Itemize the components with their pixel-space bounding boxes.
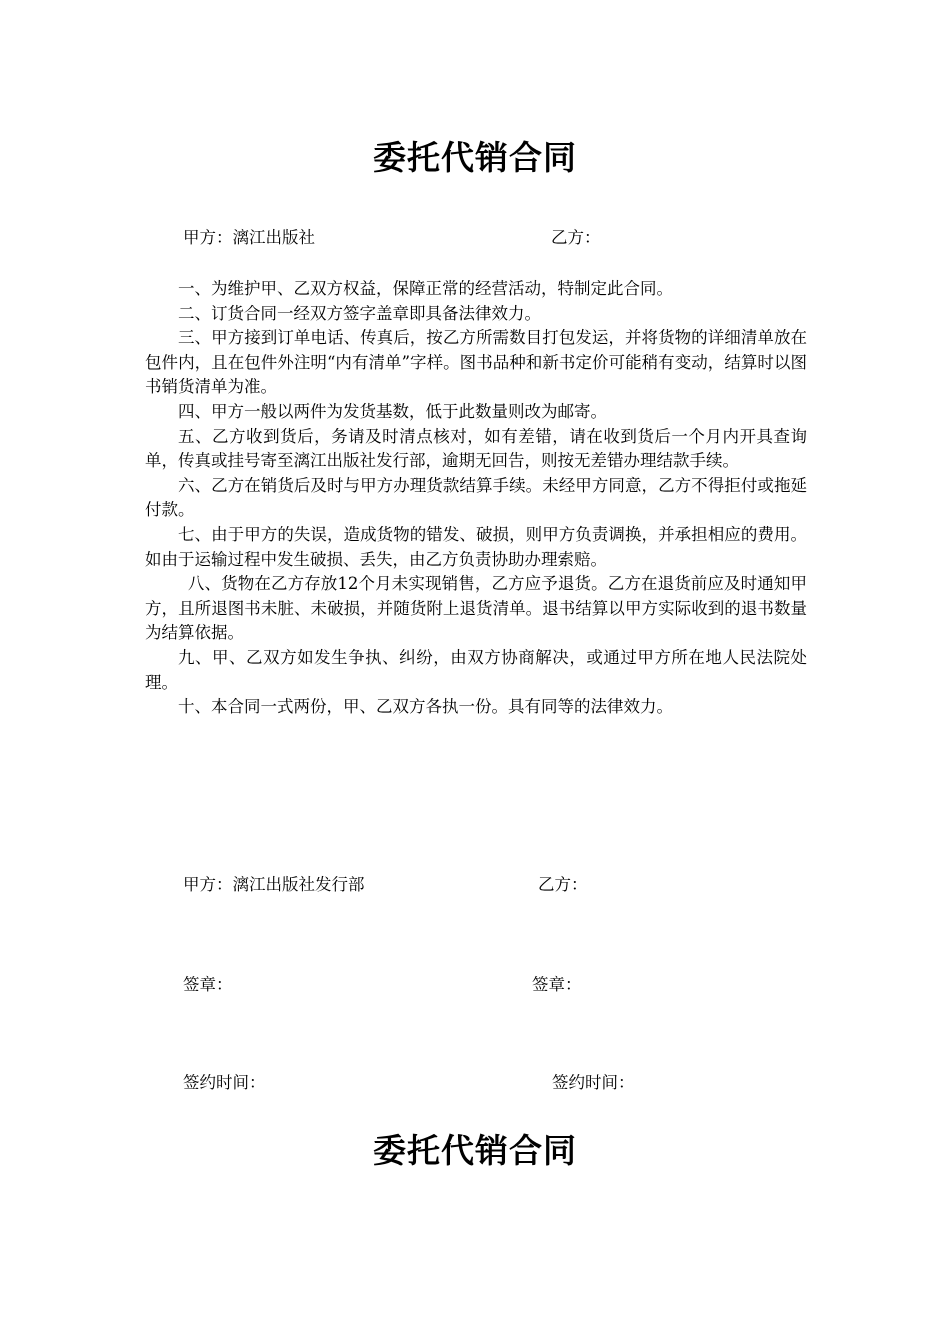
clause-10: 十、本合同一式两份，甲、乙双方各执一份。具有同等的法律效力。	[178, 697, 673, 717]
clause-8: 八、货物在乙方存放12个月未实现销售，乙方应予退货。乙方在退货前应及时通知甲方，且所退图书未脏、未破损，并随货附上退货清单。退书结算以甲方实际收到的退书数量为结算依据。	[145, 574, 807, 643]
header-party-a: 甲方：漓江出版社	[183, 228, 315, 247]
seal-party-a: 签章：	[183, 975, 233, 994]
signature-parties	[0, 873, 950, 897]
clause-5: 五、乙方收到货后，务请及时清点核对，如有差错，请在收到货后一个月内开具查询单，传真或挂号寄至漓江出版社发行部，逾期无回告，则按无差错办理结款手续。	[145, 426, 807, 471]
clause-4: 四、甲方一般以两件为发货基数，低于此数量则改为邮寄。	[178, 401, 607, 421]
document-title: 委托代销合同	[373, 138, 577, 177]
date-party-b: 签约时间：	[552, 1073, 635, 1092]
clause-6: 六、乙方在销货后及时与甲方办理货款结算手续。未经甲方同意，乙方不得拒付或拖延付款。	[145, 475, 807, 520]
clause-2: 二、订货合同一经双方签字盖章即具备法律效力。	[178, 303, 541, 323]
clause-3: 三、甲方接到订单电话、传真后，按乙方所需数目打包发运，并将货物的详细清单放在包件内，且在包件外注明“内有清单”字样。图书品种和新书定价可能稍有变动，结算时以图书销货清单为准。	[145, 328, 807, 397]
header-parties	[0, 226, 950, 250]
clause-1: 一、为维护甲、乙双方权益，保障正常的经营活动，特制定此合同。	[178, 279, 673, 298]
clause-7: 七、由于甲方的失误，造成货物的错发、破损，则甲方负责调换，并承担相应的费用。如由于运输过程中发生破损、丢失，由乙方负责协助办理索赔。	[145, 524, 807, 569]
signature-party-b: 乙方：	[538, 875, 588, 894]
date-row	[0, 1071, 950, 1095]
seal-party-b: 签章：	[532, 975, 582, 994]
document-title-repeat: 委托代销合同	[373, 1131, 577, 1170]
header-party-b: 乙方：	[551, 228, 601, 247]
clause-9: 九、甲、乙双方如发生争执、纠纷，由双方协商解决，或通过甲方所在地人民法院处理。	[145, 647, 807, 692]
signature-party-a: 甲方：漓江出版社发行部	[183, 875, 365, 894]
date-party-a: 签约时间：	[183, 1073, 266, 1092]
seal-row	[0, 973, 950, 997]
contract-clauses	[145, 277, 807, 720]
